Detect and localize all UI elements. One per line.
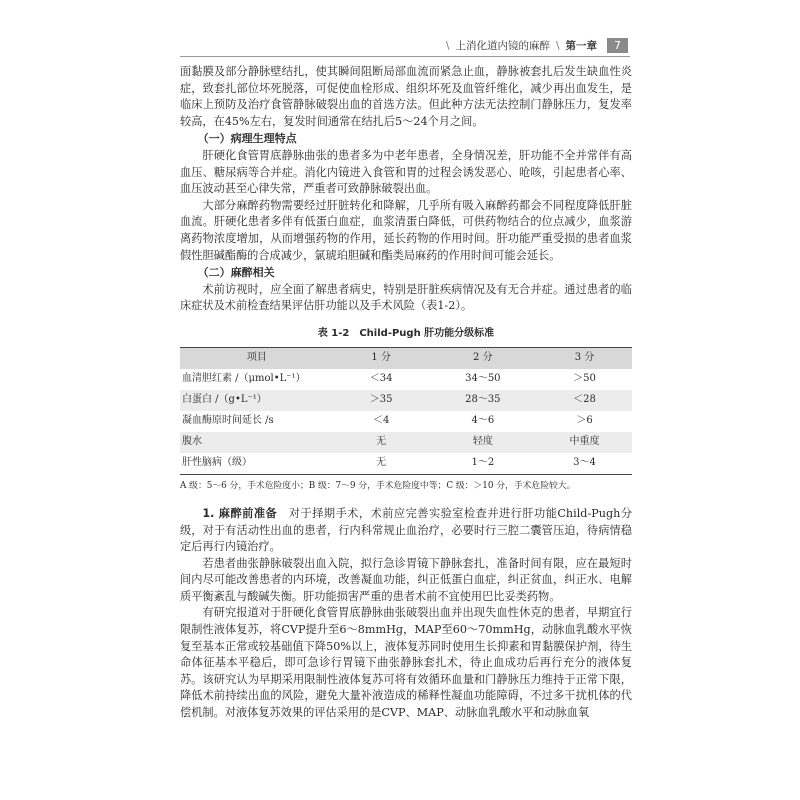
child-pugh-table	[180, 347, 632, 475]
section-heading: （二）麻醉相关	[197, 266, 275, 280]
table-row	[180, 369, 632, 390]
table-cell: 白蛋白 /（g•L⁻¹）	[180, 390, 334, 411]
table-cell: 28～35	[429, 390, 537, 411]
header-separator: \	[555, 39, 560, 52]
table-cell: ＞6	[576, 415, 593, 427]
section-heading: （一）病理生理特点	[197, 132, 297, 146]
table-cell: 中重度	[537, 432, 632, 453]
table-header-row	[180, 347, 632, 369]
table-cell: 3～4	[573, 457, 596, 469]
paragraph: 大部分麻醉药物需要经过肝脏转化和降解，几乎所有吸入麻醉药都会不同程度降低肝脏血流。肝硬化患者多伴有低蛋白血症，血浆清蛋白降低，可供药物结合的位点减少，血浆游离药物浓度增加，从而增强药物的作用，延长药物的作用时间。肝功能严重受损的患者血浆假性胆碱酯酶的合成减少，氯琥珀胆碱和酯类局麻药的作用时间可能会延长。	[180, 198, 632, 262]
table-row	[180, 390, 632, 411]
table-cell: 4～6	[471, 415, 495, 427]
header-rule	[180, 56, 630, 57]
table-cell: 无	[334, 432, 429, 453]
table-cell: ＜4	[372, 415, 390, 427]
page-body	[180, 64, 632, 722]
table-cell: 无	[376, 457, 387, 469]
page-number: 7	[607, 38, 628, 53]
table-cell: 凝血酶原时间延长 /s	[182, 415, 274, 427]
table-cell: ＞50	[573, 373, 596, 385]
table-cell: ＞35	[334, 390, 429, 411]
table-cell: 1～2	[471, 457, 495, 469]
subsection-lead: 1. 麻醉前准备	[202, 506, 278, 520]
paragraph-text: 对于择期手术，术前应完善实验室检查并进行肝功能Child-Pugh分级，对于有活动性出血的患者，行内科常规止血治疗，必要时行三腔二囊管压迫，待病情稳定后再行内镜治疗。	[180, 506, 633, 554]
table-footnote: A 级：5～6 分，手术危险度小；B 级：7～9 分，手术危险度中等；C 级：＞10 分，手术危险较大。	[180, 480, 576, 491]
table-cell: 肝性脑病（级）	[182, 457, 252, 469]
paragraph: 术前访视时，应全面了解患者病史，特别是肝脏疾病情况及有无合并症。通过患者的临床症状及术前检查结果评估肝功能以及手术风险（表1-2）。	[180, 282, 632, 313]
header-chapter: 第一章	[565, 40, 597, 52]
paragraph	[180, 506, 632, 556]
table-cell: 轻度	[429, 432, 537, 453]
paragraph: 有研究报道对于肝硬化食管胃底静脉曲张破裂出血并出现失血性休克的患者，早期宜行限制性液体复苏，将CVP提升至6～8mmHg，MAP至60～70mmHg，动脉血乳酸水平恢复至基本正常或较基础值下降50%以上，液体复苏同时使用生长抑素和胃黏膜保护剂，待生命体征基本平稳后，即可急诊行胃镜下曲张静脉套扎术，待止血成功后再行充分的液体复苏。该研究认为早期采用限制性液体复苏可将有效循环血量和门静脉压力维持于正常下限，降低术前持续出血的风险，避免大量补液造成的稀释性凝血功能障碍，不过多干扰机体的代偿机制。对液体复苏效果的评估采用的是CVP、MAP、动脉血乳酸水平和动脉血氧	[180, 606, 632, 720]
table-cell: ＜34	[369, 373, 393, 385]
paragraph: 若患者曲张静脉破裂出血入院，拟行急诊胃镜下静脉套扎，准备时间有限，应在最短时间内尽可能改善患者的内环境，改善凝血功能，纠正低蛋白血症，纠正贫血，纠正水、电解质平衡紊乱与酸碱失衡。肝功能损害严重的患者术前不宜使用巴比妥类药物。	[180, 556, 632, 603]
paragraph: 肝硬化食管胃底静脉曲张的患者多为中老年患者，全身情况差，肝功能不全并常伴有高血压、糖尿病等合并症。消化内镜进入食管和胃的过程会诱发恶心、呛咳，引起患者心率、血压波动甚至心律失常，严重者可致静脉破裂出血。	[180, 148, 632, 196]
column-header: 3 分	[537, 347, 632, 369]
table-caption: 表 1-2 Child-Pugh 肝功能分级标准	[317, 327, 495, 339]
table-cell: 血清胆红素 /（μmol•L⁻¹）	[182, 373, 306, 385]
column-header: 项目	[180, 347, 334, 369]
table-cell: ＜28	[537, 390, 632, 411]
table-row	[180, 432, 632, 453]
table-row	[180, 453, 632, 475]
header-separator: \	[445, 39, 450, 52]
column-header: 1 分	[334, 347, 429, 369]
running-header	[446, 38, 628, 53]
header-section-title: 上消化道内镜的麻醉	[455, 40, 550, 52]
table-cell: 34～50	[465, 373, 501, 385]
table-cell: 腹水	[180, 432, 334, 453]
paragraph: 面黏膜及部分静脉壁结扎，使其瞬间阻断局部血流而紧急止血，静脉被套扎后发生缺血性炎症，致套扎部位坏死脱落，可促使血栓形成、组织坏死及血管纤维化，减少再出血发生，是临床上预防及治疗食管静脉破裂出血的首选方法。但此种方法无法控制门静脉压力，复发率较高，在45%左右，复发时间通常在结扎后5～24个月之间。	[180, 65, 632, 128]
column-header: 2 分	[429, 347, 537, 369]
table-row	[180, 411, 632, 432]
